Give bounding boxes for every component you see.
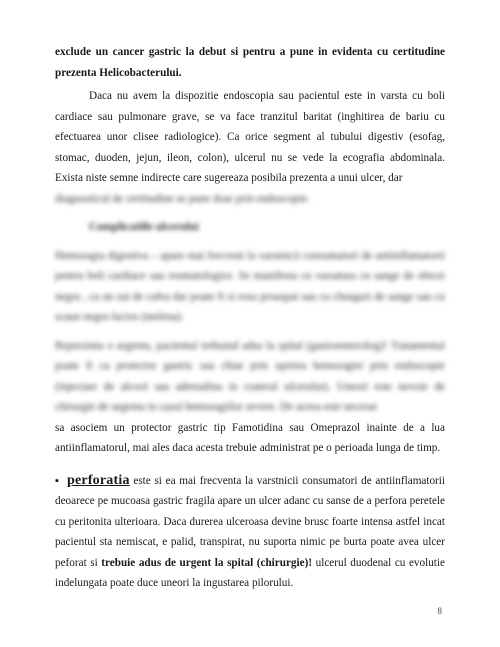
paragraph-perforation — [55, 471, 445, 594]
page-number: 8 — [437, 606, 442, 616]
blurred-paragraph-emergency: Reprezinta o urgenta, pacientul trebuind adus la spital (gastroenterolog)! Tratamentul poate fi cu protector gastric sau chiar prin oprirea hemoragiei prin endoscopie (injectare de alcool sau adrenalina in craterul ulcerului). Uneori este nevoie de chirurgie de urgenta in cazul hemoragiilor severe. De aceea este necesar — [55, 339, 445, 413]
paragraph-diagnosis: Daca nu avem la dispozitie endoscopia sau pacientul este in varsta cu boli cardiace sau pulmonare grave, se va face tranzitul baritat (inghitirea de bariu cu efectuarea unor clisee radiologice). Ca orice segment al tubului digestiv (esofag, stomac, duoden, jejun, ileon, colon), ulcerul nu se vede la ecografia abdominala. Exista niste semne indirecte care sugereaza posibila prezenta a unui ulcer, dar — [55, 90, 445, 184]
intro-bold-text: exclude un cancer gastric la debut si pentru a pune in evidenta cu certitudine prezenta Helicobacterului. — [55, 46, 445, 79]
page-body — [55, 42, 445, 594]
blurred-heading-complications: Complicatiile ulcerului — [89, 221, 199, 233]
blurred-line-diagnosis: diagnosticul de certitudine se pune doar prin endoscopie. — [55, 192, 310, 205]
paragraph-protector: sa asociem un protector gastric tip Famotidina sau Omeprazol inainte de a lua antiinflamatorul, mai ales daca acesta trebuie administrat pe o perioada lunga de timp. — [55, 421, 445, 454]
perforation-emphasis: trebuie adus de urgent la spital (chirurgie)! — [101, 556, 313, 569]
perforation-text-end: ulcerul duodenal cu evolutie indelungata poate duce uneori la ingustarea pilorului. — [55, 556, 445, 589]
blurred-paragraph-hemorrhage: Hemoragia digestiva – apare mai frecvent la varstnicii consumatori de antiinflamatorii pentru boli cardiace sau reumatologice. Se manifesta cu varsatura cu sange de obicei negru , ca un zat de cafea dar poate fi si rosu proaspat sau cu cheaguri de sange sau cu scaun negru lucios (melena). — [55, 249, 445, 323]
perforation-term: perforatia — [67, 472, 130, 488]
perforation-text-start: este si ea mai frecventa la varstnicii consumatori de antiinflamatorii deoarece pe mucoasa gastric fragila apare un ulcer adanc cu sanse de a perfora peretele cu peritonita ulterioara. Daca durerea ulceroasa devine brusc foarte intensa astfel incat pacientul sta nemiscat, e palid, transpirat, nu suporta nimic pe burta poate avea ulcer peforat si — [55, 474, 445, 569]
bullet-marker: ▪ — [55, 474, 59, 487]
